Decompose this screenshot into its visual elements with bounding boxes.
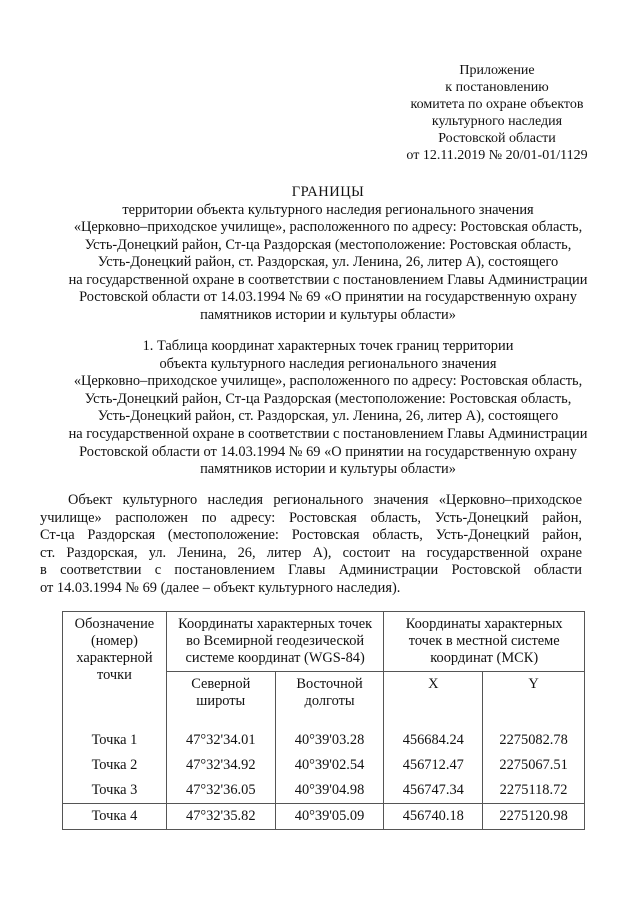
cell-x: 456712.47	[384, 753, 483, 778]
caption-line: 1. Таблица координат характерных точек границ территории	[142, 338, 514, 354]
subheader-east: Восточной долготы	[275, 672, 384, 715]
caption-line: Усть-Донецкий район, ст. Раздорская, ул. Ленина, 26, литер А), состоящего	[97, 408, 559, 425]
appendix-line: Приложение	[459, 63, 535, 78]
appendix-line: культурного наследия	[431, 114, 563, 129]
title-line: «Церковно–приходское училище», расположенного по адресу: Ростовская область,	[73, 219, 583, 235]
cell-east: 40°39'03.28	[275, 714, 384, 753]
caption-line: Ростовской области от 14.03.1994 № 69 «О принятии на государственную охрану	[79, 443, 577, 460]
appendix-block	[380, 62, 614, 164]
paragraph-line: в соответствии с постановлением Главы Администрации Ростовской области	[40, 562, 582, 578]
header-msk: Координаты характерных точек в местной системе координат (МСК)	[384, 612, 585, 672]
cell-north: 47°32'36.05	[166, 778, 275, 804]
caption-line: Усть-Донецкий район, Ст-ца Раздорская (местоположение: Ростовская область,	[84, 390, 572, 407]
header-point-designation: Обозначение (номер) характерной точки	[63, 612, 167, 715]
table-row	[63, 778, 585, 804]
cell-east: 40°39'05.09	[275, 804, 384, 830]
paragraph-line: ст. Раздорская, ул. Ленина, 26, литер А), состоит на государственной охране	[40, 544, 582, 561]
appendix-line: комитета по охране объектов	[410, 97, 584, 112]
appendix-line: от 12.11.2019 № 20/01-01/1129	[406, 148, 588, 163]
paragraph-line: Ст-ца Раздорская (местоположение: Ростовская область, Усть-Донецкий район,	[40, 527, 582, 543]
caption-line: объекта культурного наследия регионального значения	[159, 355, 497, 372]
cell-y: 2275067.51	[483, 753, 585, 778]
cell-north: 47°32'34.92	[166, 753, 275, 778]
cell-y: 2275082.78	[483, 714, 585, 753]
table-caption	[40, 338, 616, 479]
caption-line: памятников истории и культуры области»	[200, 461, 456, 478]
cell-y: 2275118.72	[483, 778, 585, 804]
title-line: Усть-Донецкий район, ст. Раздорская, ул. Ленина, 26, литер А), состоящего	[97, 254, 559, 270]
cell-x: 456684.24	[384, 714, 483, 753]
table-row	[63, 714, 585, 753]
appendix-line: Ростовской области	[438, 131, 556, 146]
paragraph-line: Объект культурного наследия регионального значения «Церковно–приходское	[68, 492, 582, 508]
cell-point: Точка 1	[63, 714, 167, 753]
header-wgs84: Координаты характерных точек во Всемирной геодезической системе координат (WGS-84)	[166, 612, 384, 672]
title-line: на государственной охране в соответствии с постановлением Главы Администрации	[68, 271, 588, 288]
document-heading: ГРАНИЦЫ	[291, 184, 365, 200]
coordinates-table	[62, 611, 585, 830]
appendix-line: к постановлению	[445, 80, 549, 95]
cell-y: 2275120.98	[483, 804, 585, 830]
description-paragraph	[40, 492, 582, 597]
subheader-y: Y	[483, 672, 585, 715]
table-row	[63, 804, 585, 830]
cell-north: 47°32'35.82	[166, 804, 275, 830]
caption-line: «Церковно–приходское училище», расположенного по адресу: Ростовская область,	[73, 373, 583, 390]
paragraph-line: от 14.03.1994 № 69 (далее – объект культурного наследия).	[40, 579, 401, 596]
title-line: территории объекта культурного наследия регионального значения	[122, 201, 534, 218]
title-line: памятников истории и культуры области»	[200, 306, 456, 323]
title-line: Усть-Донецкий район, Ст-ца Раздорская (местоположение: Ростовская область,	[84, 236, 572, 253]
caption-line: на государственной охране в соответствии с постановлением Главы Администрации	[68, 425, 588, 442]
title-line: Ростовской области от 14.03.1994 № 69 «О принятии на государственную охрану	[79, 289, 577, 305]
cell-point: Точка 3	[63, 778, 167, 804]
paragraph-line: училище» расположен по адресу: Ростовская область, Усть-Донецкий район,	[40, 509, 582, 526]
cell-east: 40°39'02.54	[275, 753, 384, 778]
cell-east: 40°39'04.98	[275, 778, 384, 804]
subheader-north: Северной широты	[166, 672, 275, 715]
cell-point: Точка 4	[63, 804, 167, 830]
cell-point: Точка 2	[63, 753, 167, 778]
title-block	[40, 184, 616, 324]
cell-north: 47°32'34.01	[166, 714, 275, 753]
subheader-x: X	[384, 672, 483, 715]
cell-x: 456747.34	[384, 778, 483, 804]
cell-x: 456740.18	[384, 804, 483, 830]
table-row	[63, 753, 585, 778]
